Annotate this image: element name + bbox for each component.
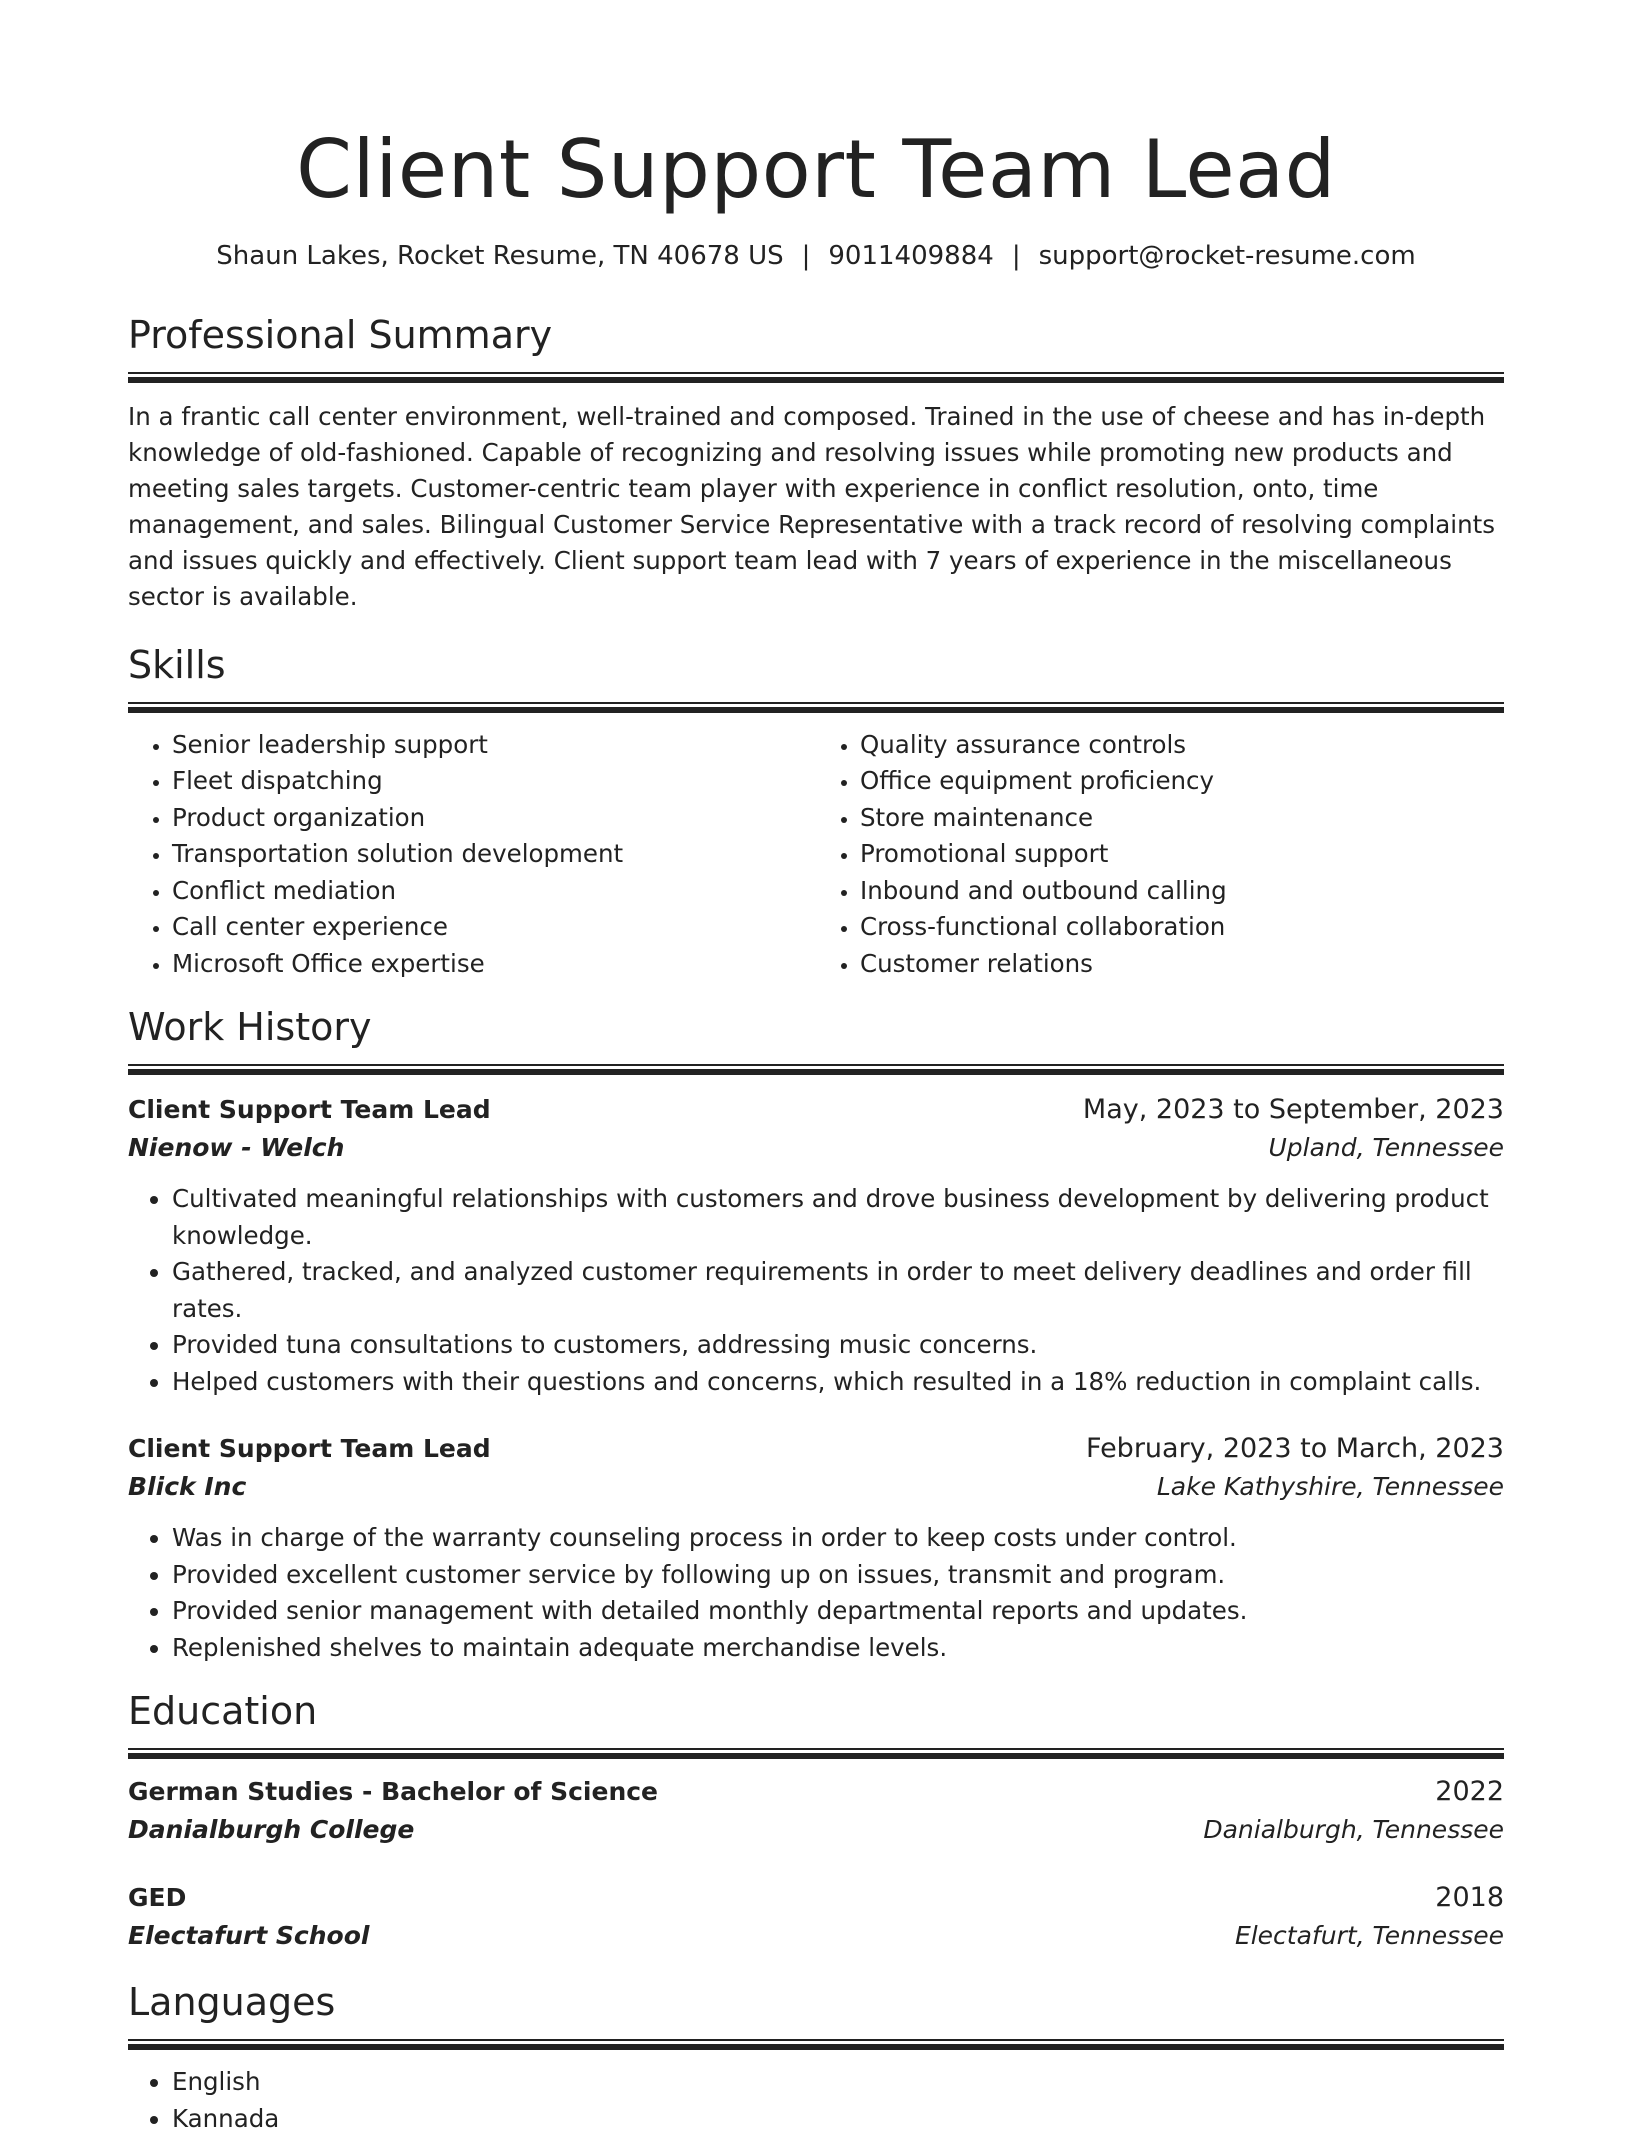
skills-section: [128, 640, 1504, 983]
skill-item: • Promotional support: [860, 836, 1504, 873]
job-bullet: • Provided senior management with detailed monthly departmental reports and updates.: [172, 1593, 1504, 1630]
education-section: [128, 1686, 1504, 1955]
job-bullets: [128, 1181, 1504, 1400]
skill-item: • Senior leadership support: [172, 727, 816, 764]
job-company-row: [128, 1468, 1504, 1506]
section-divider: [128, 702, 1504, 713]
skill-item: • Store maintenance: [860, 800, 1504, 837]
resume-title: Client Support Team Lead: [128, 0, 1504, 222]
education-degree: German Studies - Bachelor of Science: [128, 1773, 658, 1811]
job-header-row: [128, 1430, 1504, 1468]
contact-address: Shaun Lakes, Rocket Resume, TN 40678 US: [216, 241, 783, 271]
education-school: Danialburgh College: [128, 1811, 414, 1849]
summary-text: In a frantic call center environment, well-trained and composed. Trained in the use of cheese and has in-depth knowledge of old-fashioned. Capable of recognizing and resolving issues while promoting new products and meeting sales targets. Customer-centric team player with experience in conflict resolution, onto, time management, and sales. Bilingual Customer Service Representative with a track record of resolving complaints and issues quickly and effectively. Client support team lead with 7 years of experience in the miscellaneous sector is available.: [128, 399, 1504, 615]
contact-separator: |: [994, 241, 1039, 271]
job-title: Client Support Team Lead: [128, 1091, 491, 1129]
contact-line: [128, 236, 1504, 276]
summary-heading: Professional Summary: [128, 310, 1504, 360]
skill-item: • Conflict mediation: [172, 873, 816, 910]
education-degree: GED: [128, 1879, 186, 1917]
job-bullet: • Gathered, tracked, and analyzed customer requirements in order to meet delivery deadlines and order fill rates.: [172, 1254, 1504, 1327]
job-company-row: [128, 1129, 1504, 1167]
job-title: Client Support Team Lead: [128, 1430, 491, 1468]
job-dates: February, 2023 to March, 2023: [1086, 1430, 1504, 1468]
education-school: Electafurt School: [128, 1917, 369, 1955]
work-history-section: [128, 1002, 1504, 1666]
job-location: Lake Kathyshire, Tennessee: [1157, 1468, 1504, 1506]
languages-heading: Languages: [128, 1977, 1504, 2027]
job-company: Nienow - Welch: [128, 1129, 344, 1167]
education-degree-row: [128, 1773, 1504, 1811]
language-item: • Kannada: [172, 2101, 1504, 2137]
job-bullet: • Was in charge of the warranty counseling process in order to keep costs under control.: [172, 1520, 1504, 1557]
education-degree-row: [128, 1879, 1504, 1917]
job-entry: [128, 1430, 1504, 1666]
contact-phone: 9011409884: [828, 241, 993, 271]
job-bullet: • Provided tuna consultations to customers, addressing music concerns.: [172, 1327, 1504, 1364]
education-location: Electafurt, Tennessee: [1235, 1917, 1504, 1955]
job-dates: May, 2023 to September, 2023: [1083, 1091, 1504, 1129]
section-divider: [128, 1748, 1504, 1759]
education-school-row: [128, 1917, 1504, 1955]
skills-list-right: [816, 727, 1504, 983]
education-year: 2022: [1435, 1773, 1504, 1811]
skill-item: • Product organization: [172, 800, 816, 837]
contact-email: support@rocket-resume.com: [1039, 241, 1416, 271]
skills-columns: [128, 727, 1504, 983]
section-divider: [128, 1064, 1504, 1075]
skill-item: • Quality assurance controls: [860, 727, 1504, 764]
job-bullets: [128, 1520, 1504, 1666]
education-school-row: [128, 1811, 1504, 1849]
skills-list-left: [128, 727, 816, 983]
contact-separator: |: [784, 241, 829, 271]
skills-heading: Skills: [128, 640, 1504, 690]
education-year: 2018: [1435, 1879, 1504, 1917]
skill-item: • Office equipment proficiency: [860, 763, 1504, 800]
education-location: Danialburgh, Tennessee: [1203, 1811, 1504, 1849]
section-divider: [128, 2039, 1504, 2050]
work-history-heading: Work History: [128, 1002, 1504, 1052]
section-divider: [128, 372, 1504, 383]
skill-item: • Call center experience: [172, 909, 816, 946]
languages-list: [128, 2064, 1504, 2137]
language-item: • English: [172, 2064, 1504, 2101]
skill-item: • Microsoft Office expertise: [172, 946, 816, 983]
job-company: Blick Inc: [128, 1468, 246, 1506]
job-header-row: [128, 1091, 1504, 1129]
education-entry: [128, 1773, 1504, 1849]
skill-item: • Cross-functional collaboration: [860, 909, 1504, 946]
education-heading: Education: [128, 1686, 1504, 1736]
job-bullet: • Helped customers with their questions and concerns, which resulted in a 18% reduction in complaint calls.: [172, 1364, 1504, 1401]
skill-item: • Inbound and outbound calling: [860, 873, 1504, 910]
summary-section: [128, 310, 1504, 615]
job-bullet: • Provided excellent customer service by following up on issues, transmit and program.: [172, 1557, 1504, 1594]
skill-item: • Transportation solution development: [172, 836, 816, 873]
job-bullet: • Replenished shelves to maintain adequate merchandise levels.: [172, 1630, 1504, 1667]
skill-item: • Fleet dispatching: [172, 763, 816, 800]
job-bullet: • Cultivated meaningful relationships with customers and drove business development by delivering product knowledge.: [172, 1181, 1504, 1254]
job-location: Upland, Tennessee: [1269, 1129, 1505, 1167]
languages-section: [128, 1977, 1504, 2137]
skill-item: • Customer relations: [860, 946, 1504, 983]
job-entry: [128, 1091, 1504, 1400]
education-entry: [128, 1879, 1504, 1955]
